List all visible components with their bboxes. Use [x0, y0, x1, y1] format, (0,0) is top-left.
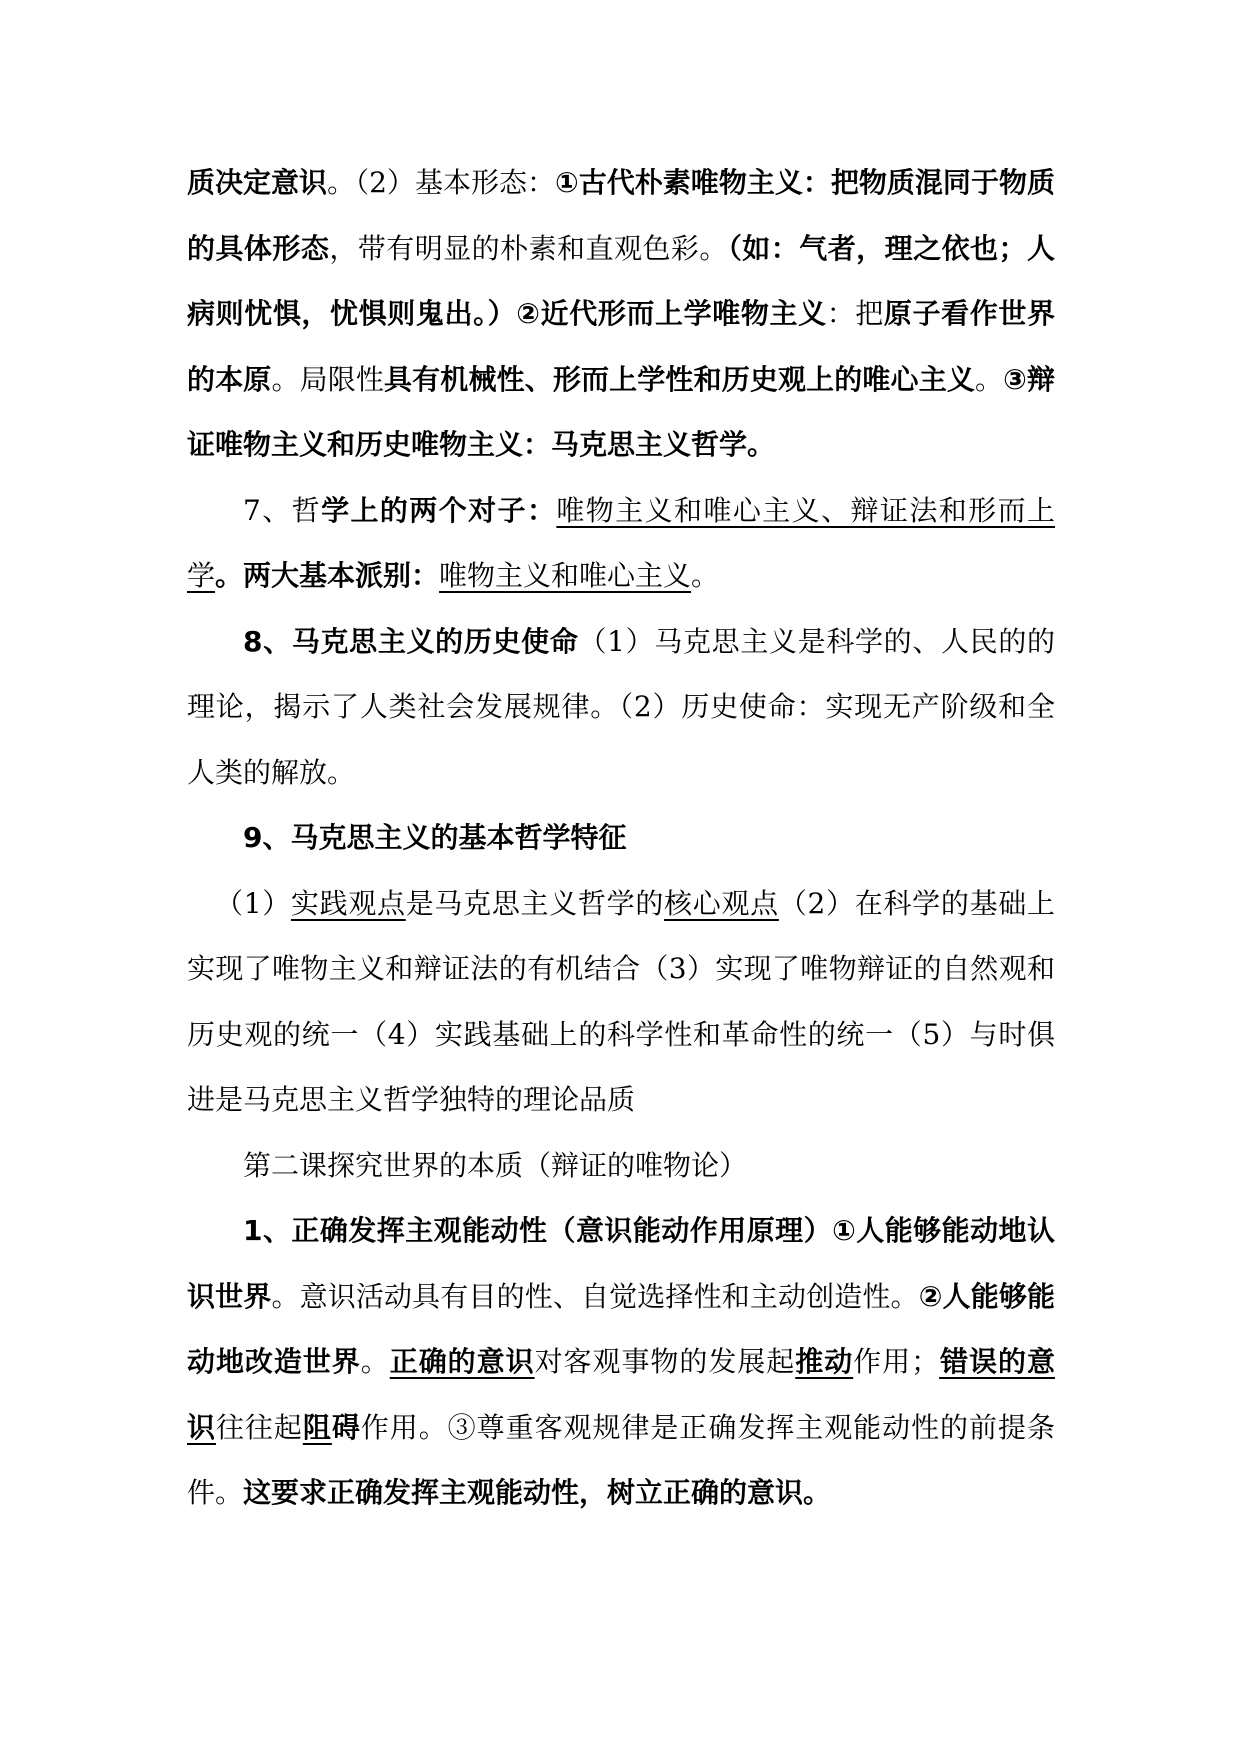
text-run: 。局限性 — [271, 362, 385, 396]
text-run: 核心观点 — [664, 886, 779, 920]
text-run: 这要求正确发挥主观能动性，树立正确的意识。 — [243, 1476, 832, 1509]
text-run: 。 — [360, 1345, 390, 1378]
text-run: ，带有明显的朴素和直观色彩。 — [329, 231, 728, 265]
text-run: 学上的两个对子： — [321, 493, 557, 527]
text-run: ③辩证唯物主义和历史唯物主义：马克思主义哲学。 — [187, 362, 1055, 461]
text-run: 推动 — [795, 1345, 854, 1378]
text-run: 实践观点 — [290, 886, 406, 920]
text-run: 正确的意识 — [389, 1345, 535, 1378]
text-run: 。（2）基本形态： — [327, 166, 556, 199]
paragraph-p6 — [187, 1133, 1055, 1199]
paragraph-p2 — [187, 478, 1055, 609]
text-run: 对客观事物的发展起 — [534, 1345, 796, 1378]
text-run: 碍 — [331, 1410, 361, 1444]
paragraph-p1 — [187, 150, 1055, 478]
text-run: 是马克思主义哲学的 — [405, 886, 665, 920]
text-run: ②人能够能动地改造世界 — [187, 1279, 1055, 1378]
text-run: （2）在科学的基础上实现了唯物主义和辩证法的有机结合（3）实现了唯物辩证的自然观和历史观的统一（4）实践基础上的科学性和革命性的统一（5）与时俱进是马克思主义哲学独特的理论品质 — [187, 886, 1055, 1116]
text-run: 。意识活动具有目的性、自觉选择性和主动创造性。 — [271, 1279, 919, 1313]
text-run: 错误的意识 — [187, 1345, 1055, 1444]
text-run: 作用； — [853, 1345, 940, 1378]
paragraph-p5 — [187, 871, 1055, 1133]
text-run: 1、正确发挥主观能动性（意识能动作用原理）①人能够能动地认识世界 — [187, 1214, 1055, 1313]
text-run: 。两大基本派别： — [215, 559, 440, 592]
text-run: 。 — [691, 559, 720, 592]
text-run: ：把 — [826, 297, 884, 330]
text-run: （如：气者，理之依也；人病则忧惧，忧惧则鬼出。） — [187, 231, 1055, 330]
text-run: 原子看作世界的本原 — [187, 297, 1055, 396]
text-run: 阻 — [302, 1410, 332, 1444]
text-run: 质决定意识 — [187, 166, 328, 199]
text-run: （1） — [215, 886, 291, 920]
paragraph-p3 — [187, 609, 1055, 806]
text-run: 第二课探究世界的本质（辩证的唯物论） — [243, 1148, 748, 1182]
text-run: 唯物主义和唯心主义、辩证法和形而上学 — [187, 493, 1055, 592]
text-run: 往往起 — [215, 1410, 303, 1444]
text-run: ①古代朴素唯物主义：把物质混同于物质的具体形态 — [187, 166, 1055, 265]
text-run: 唯物主义和唯心主义 — [439, 559, 692, 592]
text-run: 8、马克思主义的历史使命 — [243, 624, 579, 658]
text-run: （1）马克思主义是科学的、人民的的理论，揭示了人类社会发展规律。（2）历史使命：实现无产阶级和全人类的解放。 — [187, 624, 1055, 789]
document-page — [187, 150, 1055, 1526]
text-run: 作用。③尊重客观规律是正确发挥主观能动性的前提条件。 — [187, 1410, 1055, 1509]
text-run: ②近代形而上学唯物主义 — [516, 297, 827, 330]
text-run: 7、哲 — [243, 493, 322, 527]
text-run: 9、马克思主义的基本哲学特征 — [243, 821, 627, 854]
text-run: 。 — [974, 362, 1004, 396]
paragraph-p4 — [187, 805, 1055, 871]
text-run: 具有机械性、形而上学性和历史观上的唯心主义 — [384, 362, 975, 396]
paragraph-p7 — [187, 1198, 1055, 1526]
